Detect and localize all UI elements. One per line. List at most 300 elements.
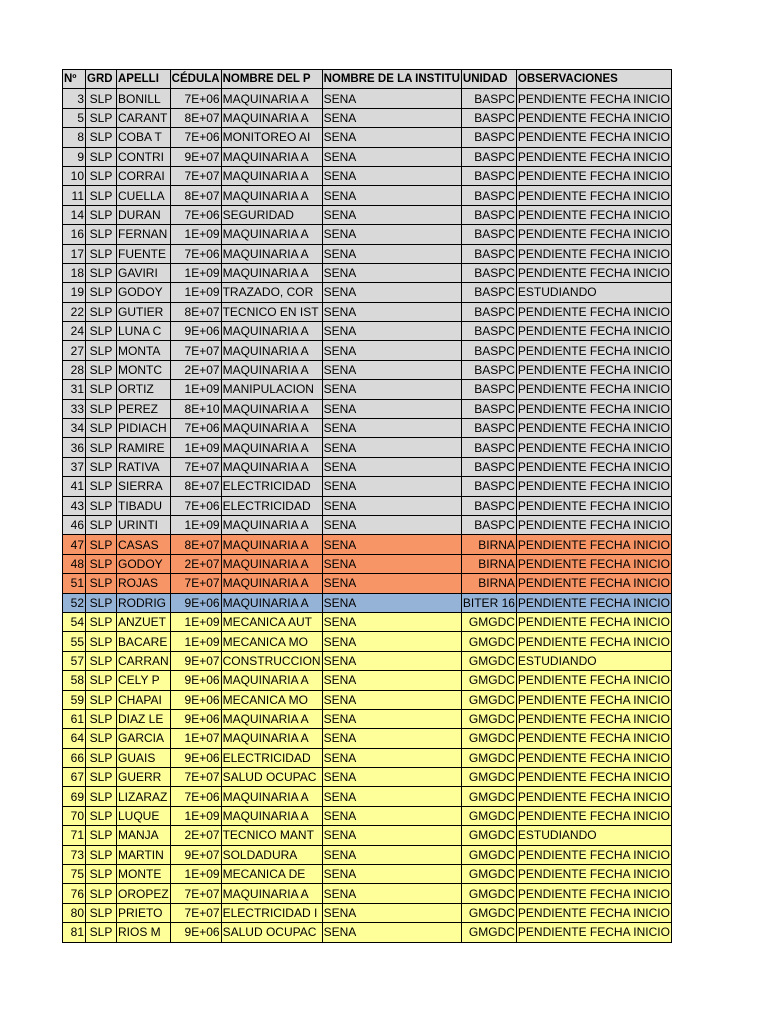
cell-grado[interactable]: SLP — [86, 671, 117, 690]
header-cell[interactable]: APELLI — [117, 70, 171, 89]
cell-institucion[interactable]: SENA — [322, 244, 461, 263]
cell-unidad[interactable]: GMGDC — [461, 806, 516, 825]
header-cell[interactable]: NOMBRE DE LA INSTITU — [322, 70, 461, 89]
cell-institucion[interactable]: SENA — [322, 748, 461, 767]
cell-programa[interactable]: MAQUINARIA A — [221, 535, 322, 554]
cell-cedula[interactable]: 7E+07 — [170, 341, 221, 360]
cell-number[interactable]: 24 — [63, 322, 86, 341]
cell-apellido[interactable]: CONTRI — [117, 147, 171, 166]
cell-programa[interactable]: TECNICO MANT — [221, 826, 322, 845]
cell-programa[interactable]: MAQUINARIA A — [221, 263, 322, 282]
cell-cedula[interactable]: 1E+09 — [170, 515, 221, 534]
cell-cedula[interactable]: 9E+06 — [170, 748, 221, 767]
cell-institucion[interactable]: SENA — [322, 438, 461, 457]
cell-programa[interactable]: MAQUINARIA A — [221, 709, 322, 728]
cell-grado[interactable]: SLP — [86, 729, 117, 748]
cell-observaciones[interactable]: PENDIENTE FECHA INICIO — [516, 302, 671, 321]
cell-grado[interactable]: SLP — [86, 709, 117, 728]
cell-observaciones[interactable]: PENDIENTE FECHA INICIO — [516, 632, 671, 651]
cell-unidad[interactable]: GMGDC — [461, 729, 516, 748]
cell-institucion[interactable]: SENA — [322, 884, 461, 903]
cell-cedula[interactable]: 9E+06 — [170, 593, 221, 612]
cell-unidad[interactable]: BASPC — [461, 399, 516, 418]
cell-unidad[interactable]: BASPC — [461, 477, 516, 496]
cell-grado[interactable]: SLP — [86, 380, 117, 399]
cell-unidad[interactable]: GMGDC — [461, 903, 516, 922]
cell-number[interactable]: 41 — [63, 477, 86, 496]
cell-apellido[interactable]: GARCIA — [117, 729, 171, 748]
cell-cedula[interactable]: 7E+07 — [170, 903, 221, 922]
cell-programa[interactable]: SALUD OCUPAC — [221, 923, 322, 942]
cell-unidad[interactable]: GMGDC — [461, 612, 516, 631]
cell-observaciones[interactable]: PENDIENTE FECHA INICIO — [516, 244, 671, 263]
cell-grado[interactable]: SLP — [86, 845, 117, 864]
cell-cedula[interactable]: 8E+07 — [170, 302, 221, 321]
cell-grado[interactable]: SLP — [86, 322, 117, 341]
cell-grado[interactable]: SLP — [86, 186, 117, 205]
cell-apellido[interactable]: PRIETO — [117, 903, 171, 922]
cell-apellido[interactable]: FUENTE — [117, 244, 171, 263]
cell-number[interactable]: 66 — [63, 748, 86, 767]
cell-institucion[interactable]: SENA — [322, 612, 461, 631]
cell-unidad[interactable]: BASPC — [461, 322, 516, 341]
cell-institucion[interactable]: SENA — [322, 205, 461, 224]
cell-apellido[interactable]: MONTE — [117, 865, 171, 884]
cell-observaciones[interactable]: PENDIENTE FECHA INICIO — [516, 535, 671, 554]
cell-observaciones[interactable]: PENDIENTE FECHA INICIO — [516, 205, 671, 224]
cell-cedula[interactable]: 1E+09 — [170, 225, 221, 244]
cell-number[interactable]: 81 — [63, 923, 86, 942]
cell-programa[interactable]: MAQUINARIA A — [221, 671, 322, 690]
cell-cedula[interactable]: 9E+06 — [170, 322, 221, 341]
cell-number[interactable]: 61 — [63, 709, 86, 728]
cell-programa[interactable]: MAQUINARIA A — [221, 360, 322, 379]
cell-institucion[interactable]: SENA — [322, 322, 461, 341]
cell-grado[interactable]: SLP — [86, 283, 117, 302]
cell-observaciones[interactable]: PENDIENTE FECHA INICIO — [516, 690, 671, 709]
cell-number[interactable]: 17 — [63, 244, 86, 263]
cell-number[interactable]: 8 — [63, 128, 86, 147]
cell-unidad[interactable]: BASPC — [461, 302, 516, 321]
cell-cedula[interactable]: 9E+06 — [170, 709, 221, 728]
cell-institucion[interactable]: SENA — [322, 709, 461, 728]
cell-institucion[interactable]: SENA — [322, 845, 461, 864]
cell-observaciones[interactable]: PENDIENTE FECHA INICIO — [516, 787, 671, 806]
cell-cedula[interactable]: 8E+07 — [170, 477, 221, 496]
cell-number[interactable]: 75 — [63, 865, 86, 884]
cell-observaciones[interactable]: PENDIENTE FECHA INICIO — [516, 903, 671, 922]
cell-apellido[interactable]: LUNA C — [117, 322, 171, 341]
cell-observaciones[interactable]: PENDIENTE FECHA INICIO — [516, 166, 671, 185]
cell-grado[interactable]: SLP — [86, 419, 117, 438]
cell-grado[interactable]: SLP — [86, 438, 117, 457]
cell-institucion[interactable]: SENA — [322, 128, 461, 147]
cell-unidad[interactable]: GMGDC — [461, 651, 516, 670]
cell-apellido[interactable]: ROJAS — [117, 574, 171, 593]
cell-grado[interactable]: SLP — [86, 865, 117, 884]
cell-unidad[interactable]: GMGDC — [461, 632, 516, 651]
cell-unidad[interactable]: BASPC — [461, 515, 516, 534]
cell-apellido[interactable]: GAVIRI — [117, 263, 171, 282]
cell-unidad[interactable]: BIRNA — [461, 574, 516, 593]
cell-programa[interactable]: MONITOREO AI — [221, 128, 322, 147]
cell-apellido[interactable]: MONTA — [117, 341, 171, 360]
cell-observaciones[interactable]: ESTUDIANDO — [516, 651, 671, 670]
cell-apellido[interactable]: BACARE — [117, 632, 171, 651]
cell-programa[interactable]: MANIPULACION — [221, 380, 322, 399]
cell-institucion[interactable]: SENA — [322, 263, 461, 282]
cell-observaciones[interactable]: PENDIENTE FECHA INICIO — [516, 574, 671, 593]
cell-programa[interactable]: MAQUINARIA A — [221, 593, 322, 612]
cell-institucion[interactable]: SENA — [322, 651, 461, 670]
cell-cedula[interactable]: 7E+07 — [170, 884, 221, 903]
cell-number[interactable]: 70 — [63, 806, 86, 825]
cell-cedula[interactable]: 9E+07 — [170, 845, 221, 864]
cell-apellido[interactable]: CHAPAI — [117, 690, 171, 709]
cell-observaciones[interactable]: PENDIENTE FECHA INICIO — [516, 89, 671, 108]
cell-programa[interactable]: MECANICA DE — [221, 865, 322, 884]
cell-cedula[interactable]: 1E+09 — [170, 380, 221, 399]
cell-number[interactable]: 59 — [63, 690, 86, 709]
cell-number[interactable]: 71 — [63, 826, 86, 845]
cell-number[interactable]: 80 — [63, 903, 86, 922]
header-cell[interactable]: NOMBRE DEL P — [221, 70, 322, 89]
cell-apellido[interactable]: ORTIZ — [117, 380, 171, 399]
cell-institucion[interactable]: SENA — [322, 632, 461, 651]
cell-unidad[interactable]: GMGDC — [461, 690, 516, 709]
cell-cedula[interactable]: 1E+09 — [170, 438, 221, 457]
cell-grado[interactable]: SLP — [86, 768, 117, 787]
cell-apellido[interactable]: GUERR — [117, 768, 171, 787]
cell-cedula[interactable]: 7E+06 — [170, 419, 221, 438]
cell-apellido[interactable]: GUAIS — [117, 748, 171, 767]
cell-cedula[interactable]: 1E+09 — [170, 612, 221, 631]
cell-programa[interactable]: MAQUINARIA A — [221, 322, 322, 341]
cell-apellido[interactable]: RAMIRE — [117, 438, 171, 457]
cell-grado[interactable]: SLP — [86, 748, 117, 767]
cell-observaciones[interactable]: PENDIENTE FECHA INICIO — [516, 360, 671, 379]
cell-number[interactable]: 11 — [63, 186, 86, 205]
cell-programa[interactable]: ELECTRICIDAD — [221, 748, 322, 767]
cell-observaciones[interactable]: PENDIENTE FECHA INICIO — [516, 554, 671, 573]
cell-cedula[interactable]: 9E+06 — [170, 690, 221, 709]
cell-programa[interactable]: TECNICO EN IST — [221, 302, 322, 321]
cell-unidad[interactable]: BASPC — [461, 283, 516, 302]
cell-apellido[interactable]: RATIVA — [117, 457, 171, 476]
cell-institucion[interactable]: SENA — [322, 903, 461, 922]
cell-programa[interactable]: MAQUINARIA A — [221, 515, 322, 534]
cell-institucion[interactable]: SENA — [322, 690, 461, 709]
cell-cedula[interactable]: 2E+07 — [170, 554, 221, 573]
cell-unidad[interactable]: BASPC — [461, 438, 516, 457]
cell-observaciones[interactable]: PENDIENTE FECHA INICIO — [516, 612, 671, 631]
cell-institucion[interactable]: SENA — [322, 147, 461, 166]
cell-unidad[interactable]: BIRNA — [461, 554, 516, 573]
cell-unidad[interactable]: BASPC — [461, 244, 516, 263]
cell-programa[interactable]: SALUD OCUPAC — [221, 768, 322, 787]
cell-apellido[interactable]: PEREZ — [117, 399, 171, 418]
cell-number[interactable]: 57 — [63, 651, 86, 670]
cell-unidad[interactable]: BITER 16 — [461, 593, 516, 612]
cell-grado[interactable]: SLP — [86, 302, 117, 321]
cell-cedula[interactable]: 1E+09 — [170, 632, 221, 651]
cell-observaciones[interactable]: PENDIENTE FECHA INICIO — [516, 515, 671, 534]
cell-grado[interactable]: SLP — [86, 477, 117, 496]
cell-programa[interactable]: MAQUINARIA A — [221, 147, 322, 166]
cell-apellido[interactable]: FERNAN — [117, 225, 171, 244]
cell-institucion[interactable]: SENA — [322, 360, 461, 379]
cell-cedula[interactable]: 7E+07 — [170, 768, 221, 787]
cell-grado[interactable]: SLP — [86, 205, 117, 224]
cell-number[interactable]: 37 — [63, 457, 86, 476]
cell-number[interactable]: 58 — [63, 671, 86, 690]
cell-institucion[interactable]: SENA — [322, 283, 461, 302]
cell-grado[interactable]: SLP — [86, 244, 117, 263]
cell-institucion[interactable]: SENA — [322, 89, 461, 108]
cell-apellido[interactable]: GUTIER — [117, 302, 171, 321]
cell-grado[interactable]: SLP — [86, 341, 117, 360]
cell-programa[interactable]: SEGURIDAD — [221, 205, 322, 224]
header-cell[interactable]: OBSERVACIONES — [516, 70, 671, 89]
cell-apellido[interactable]: GODOY — [117, 283, 171, 302]
cell-unidad[interactable]: GMGDC — [461, 923, 516, 942]
cell-unidad[interactable]: GMGDC — [461, 709, 516, 728]
cell-observaciones[interactable]: ESTUDIANDO — [516, 283, 671, 302]
cell-programa[interactable]: MAQUINARIA A — [221, 729, 322, 748]
cell-observaciones[interactable]: PENDIENTE FECHA INICIO — [516, 593, 671, 612]
cell-apellido[interactable]: MONTC — [117, 360, 171, 379]
cell-programa[interactable]: MAQUINARIA A — [221, 225, 322, 244]
cell-grado[interactable]: SLP — [86, 593, 117, 612]
cell-grado[interactable]: SLP — [86, 787, 117, 806]
cell-cedula[interactable]: 8E+10 — [170, 399, 221, 418]
cell-number[interactable]: 55 — [63, 632, 86, 651]
cell-number[interactable]: 16 — [63, 225, 86, 244]
cell-unidad[interactable]: GMGDC — [461, 845, 516, 864]
cell-programa[interactable]: MAQUINARIA A — [221, 166, 322, 185]
cell-unidad[interactable]: BASPC — [461, 186, 516, 205]
cell-grado[interactable]: SLP — [86, 496, 117, 515]
cell-apellido[interactable]: ANZUET — [117, 612, 171, 631]
cell-programa[interactable]: MAQUINARIA A — [221, 89, 322, 108]
cell-cedula[interactable]: 7E+07 — [170, 166, 221, 185]
cell-programa[interactable]: MAQUINARIA A — [221, 341, 322, 360]
cell-unidad[interactable]: BASPC — [461, 205, 516, 224]
cell-observaciones[interactable]: PENDIENTE FECHA INICIO — [516, 263, 671, 282]
cell-unidad[interactable]: BASPC — [461, 360, 516, 379]
cell-cedula[interactable]: 2E+07 — [170, 360, 221, 379]
cell-apellido[interactable]: CUELLA — [117, 186, 171, 205]
cell-cedula[interactable]: 9E+06 — [170, 671, 221, 690]
cell-unidad[interactable]: BASPC — [461, 147, 516, 166]
cell-unidad[interactable]: BASPC — [461, 419, 516, 438]
cell-number[interactable]: 18 — [63, 263, 86, 282]
cell-unidad[interactable]: BASPC — [461, 457, 516, 476]
cell-cedula[interactable]: 9E+07 — [170, 651, 221, 670]
cell-unidad[interactable]: GMGDC — [461, 671, 516, 690]
cell-observaciones[interactable]: PENDIENTE FECHA INICIO — [516, 729, 671, 748]
cell-grado[interactable]: SLP — [86, 399, 117, 418]
cell-grado[interactable]: SLP — [86, 128, 117, 147]
cell-unidad[interactable]: BASPC — [461, 263, 516, 282]
cell-observaciones[interactable]: PENDIENTE FECHA INICIO — [516, 477, 671, 496]
cell-institucion[interactable]: SENA — [322, 923, 461, 942]
cell-cedula[interactable]: 8E+07 — [170, 186, 221, 205]
cell-observaciones[interactable]: PENDIENTE FECHA INICIO — [516, 496, 671, 515]
cell-institucion[interactable]: SENA — [322, 496, 461, 515]
cell-institucion[interactable]: SENA — [322, 419, 461, 438]
cell-institucion[interactable]: SENA — [322, 457, 461, 476]
cell-cedula[interactable]: 7E+07 — [170, 457, 221, 476]
cell-observaciones[interactable]: PENDIENTE FECHA INICIO — [516, 225, 671, 244]
cell-observaciones[interactable]: PENDIENTE FECHA INICIO — [516, 923, 671, 942]
cell-apellido[interactable]: CARANT — [117, 108, 171, 127]
cell-institucion[interactable]: SENA — [322, 826, 461, 845]
cell-institucion[interactable]: SENA — [322, 302, 461, 321]
cell-number[interactable]: 31 — [63, 380, 86, 399]
cell-observaciones[interactable]: PENDIENTE FECHA INICIO — [516, 806, 671, 825]
cell-institucion[interactable]: SENA — [322, 399, 461, 418]
cell-programa[interactable]: ELECTRICIDAD — [221, 477, 322, 496]
cell-observaciones[interactable]: PENDIENTE FECHA INICIO — [516, 438, 671, 457]
cell-institucion[interactable]: SENA — [322, 554, 461, 573]
cell-cedula[interactable]: 1E+09 — [170, 865, 221, 884]
cell-cedula[interactable]: 1E+09 — [170, 283, 221, 302]
cell-unidad[interactable]: BASPC — [461, 496, 516, 515]
cell-grado[interactable]: SLP — [86, 225, 117, 244]
cell-programa[interactable]: MAQUINARIA A — [221, 884, 322, 903]
cell-observaciones[interactable]: PENDIENTE FECHA INICIO — [516, 399, 671, 418]
cell-apellido[interactable]: BONILL — [117, 89, 171, 108]
cell-apellido[interactable]: SIERRA — [117, 477, 171, 496]
cell-number[interactable]: 64 — [63, 729, 86, 748]
cell-unidad[interactable]: BASPC — [461, 128, 516, 147]
cell-cedula[interactable]: 1E+09 — [170, 806, 221, 825]
cell-observaciones[interactable]: PENDIENTE FECHA INICIO — [516, 341, 671, 360]
cell-programa[interactable]: MECANICA AUT — [221, 612, 322, 631]
cell-observaciones[interactable]: PENDIENTE FECHA INICIO — [516, 709, 671, 728]
cell-programa[interactable]: MAQUINARIA A — [221, 419, 322, 438]
cell-cedula[interactable]: 9E+06 — [170, 923, 221, 942]
cell-unidad[interactable]: GMGDC — [461, 826, 516, 845]
cell-grado[interactable]: SLP — [86, 806, 117, 825]
cell-grado[interactable]: SLP — [86, 923, 117, 942]
cell-institucion[interactable]: SENA — [322, 574, 461, 593]
cell-unidad[interactable]: GMGDC — [461, 884, 516, 903]
cell-programa[interactable]: MECANICA MO — [221, 632, 322, 651]
cell-number[interactable]: 46 — [63, 515, 86, 534]
cell-number[interactable]: 22 — [63, 302, 86, 321]
cell-cedula[interactable]: 7E+06 — [170, 787, 221, 806]
cell-apellido[interactable]: COBA T — [117, 128, 171, 147]
cell-observaciones[interactable]: PENDIENTE FECHA INICIO — [516, 186, 671, 205]
cell-grado[interactable]: SLP — [86, 89, 117, 108]
cell-apellido[interactable]: RODRIG — [117, 593, 171, 612]
cell-observaciones[interactable]: PENDIENTE FECHA INICIO — [516, 322, 671, 341]
cell-apellido[interactable]: MARTIN — [117, 845, 171, 864]
header-cell[interactable]: UNIDAD — [461, 70, 516, 89]
cell-institucion[interactable]: SENA — [322, 477, 461, 496]
cell-observaciones[interactable]: PENDIENTE FECHA INICIO — [516, 671, 671, 690]
cell-grado[interactable]: SLP — [86, 884, 117, 903]
cell-number[interactable]: 10 — [63, 166, 86, 185]
cell-observaciones[interactable]: PENDIENTE FECHA INICIO — [516, 845, 671, 864]
cell-programa[interactable]: MAQUINARIA A — [221, 457, 322, 476]
cell-observaciones[interactable]: PENDIENTE FECHA INICIO — [516, 457, 671, 476]
cell-institucion[interactable]: SENA — [322, 535, 461, 554]
cell-apellido[interactable]: RIOS M — [117, 923, 171, 942]
cell-grado[interactable]: SLP — [86, 166, 117, 185]
cell-programa[interactable]: ELECTRICIDAD — [221, 496, 322, 515]
cell-grado[interactable]: SLP — [86, 690, 117, 709]
cell-programa[interactable]: MAQUINARIA A — [221, 244, 322, 263]
cell-grado[interactable]: SLP — [86, 515, 117, 534]
cell-number[interactable]: 69 — [63, 787, 86, 806]
cell-apellido[interactable]: LUQUE — [117, 806, 171, 825]
cell-grado[interactable]: SLP — [86, 612, 117, 631]
cell-observaciones[interactable]: PENDIENTE FECHA INICIO — [516, 865, 671, 884]
cell-institucion[interactable]: SENA — [322, 108, 461, 127]
cell-apellido[interactable]: GODOY — [117, 554, 171, 573]
cell-apellido[interactable]: PIDIACH — [117, 419, 171, 438]
cell-programa[interactable]: MAQUINARIA A — [221, 554, 322, 573]
cell-unidad[interactable]: BIRNA — [461, 535, 516, 554]
cell-number[interactable]: 73 — [63, 845, 86, 864]
cell-programa[interactable]: TRAZADO, COR — [221, 283, 322, 302]
cell-unidad[interactable]: BASPC — [461, 89, 516, 108]
cell-number[interactable]: 3 — [63, 89, 86, 108]
cell-unidad[interactable]: GMGDC — [461, 768, 516, 787]
cell-programa[interactable]: MAQUINARIA A — [221, 787, 322, 806]
cell-number[interactable]: 19 — [63, 283, 86, 302]
cell-number[interactable]: 43 — [63, 496, 86, 515]
cell-institucion[interactable]: SENA — [322, 768, 461, 787]
cell-institucion[interactable]: SENA — [322, 729, 461, 748]
cell-observaciones[interactable]: PENDIENTE FECHA INICIO — [516, 419, 671, 438]
cell-observaciones[interactable]: ESTUDIANDO — [516, 826, 671, 845]
cell-cedula[interactable]: 2E+07 — [170, 826, 221, 845]
cell-number[interactable]: 36 — [63, 438, 86, 457]
cell-programa[interactable]: ELECTRICIDAD I — [221, 903, 322, 922]
cell-grado[interactable]: SLP — [86, 903, 117, 922]
cell-apellido[interactable]: OROPEZ — [117, 884, 171, 903]
cell-observaciones[interactable]: PENDIENTE FECHA INICIO — [516, 768, 671, 787]
cell-observaciones[interactable]: PENDIENTE FECHA INICIO — [516, 108, 671, 127]
cell-apellido[interactable]: TIBADU — [117, 496, 171, 515]
cell-number[interactable]: 28 — [63, 360, 86, 379]
cell-institucion[interactable]: SENA — [322, 671, 461, 690]
header-cell[interactable]: Nº — [63, 70, 86, 89]
cell-number[interactable]: 5 — [63, 108, 86, 127]
cell-cedula[interactable]: 7E+06 — [170, 205, 221, 224]
cell-apellido[interactable]: MANJA — [117, 826, 171, 845]
cell-programa[interactable]: MAQUINARIA A — [221, 399, 322, 418]
cell-number[interactable]: 33 — [63, 399, 86, 418]
cell-cedula[interactable]: 1E+07 — [170, 729, 221, 748]
cell-unidad[interactable]: BASPC — [461, 341, 516, 360]
cell-apellido[interactable]: CELY P — [117, 671, 171, 690]
cell-unidad[interactable]: GMGDC — [461, 787, 516, 806]
cell-grado[interactable]: SLP — [86, 632, 117, 651]
cell-number[interactable]: 48 — [63, 554, 86, 573]
cell-institucion[interactable]: SENA — [322, 515, 461, 534]
cell-grado[interactable]: SLP — [86, 535, 117, 554]
cell-cedula[interactable]: 7E+06 — [170, 496, 221, 515]
cell-apellido[interactable]: URINTI — [117, 515, 171, 534]
cell-cedula[interactable]: 7E+06 — [170, 128, 221, 147]
cell-number[interactable]: 47 — [63, 535, 86, 554]
cell-institucion[interactable]: SENA — [322, 593, 461, 612]
